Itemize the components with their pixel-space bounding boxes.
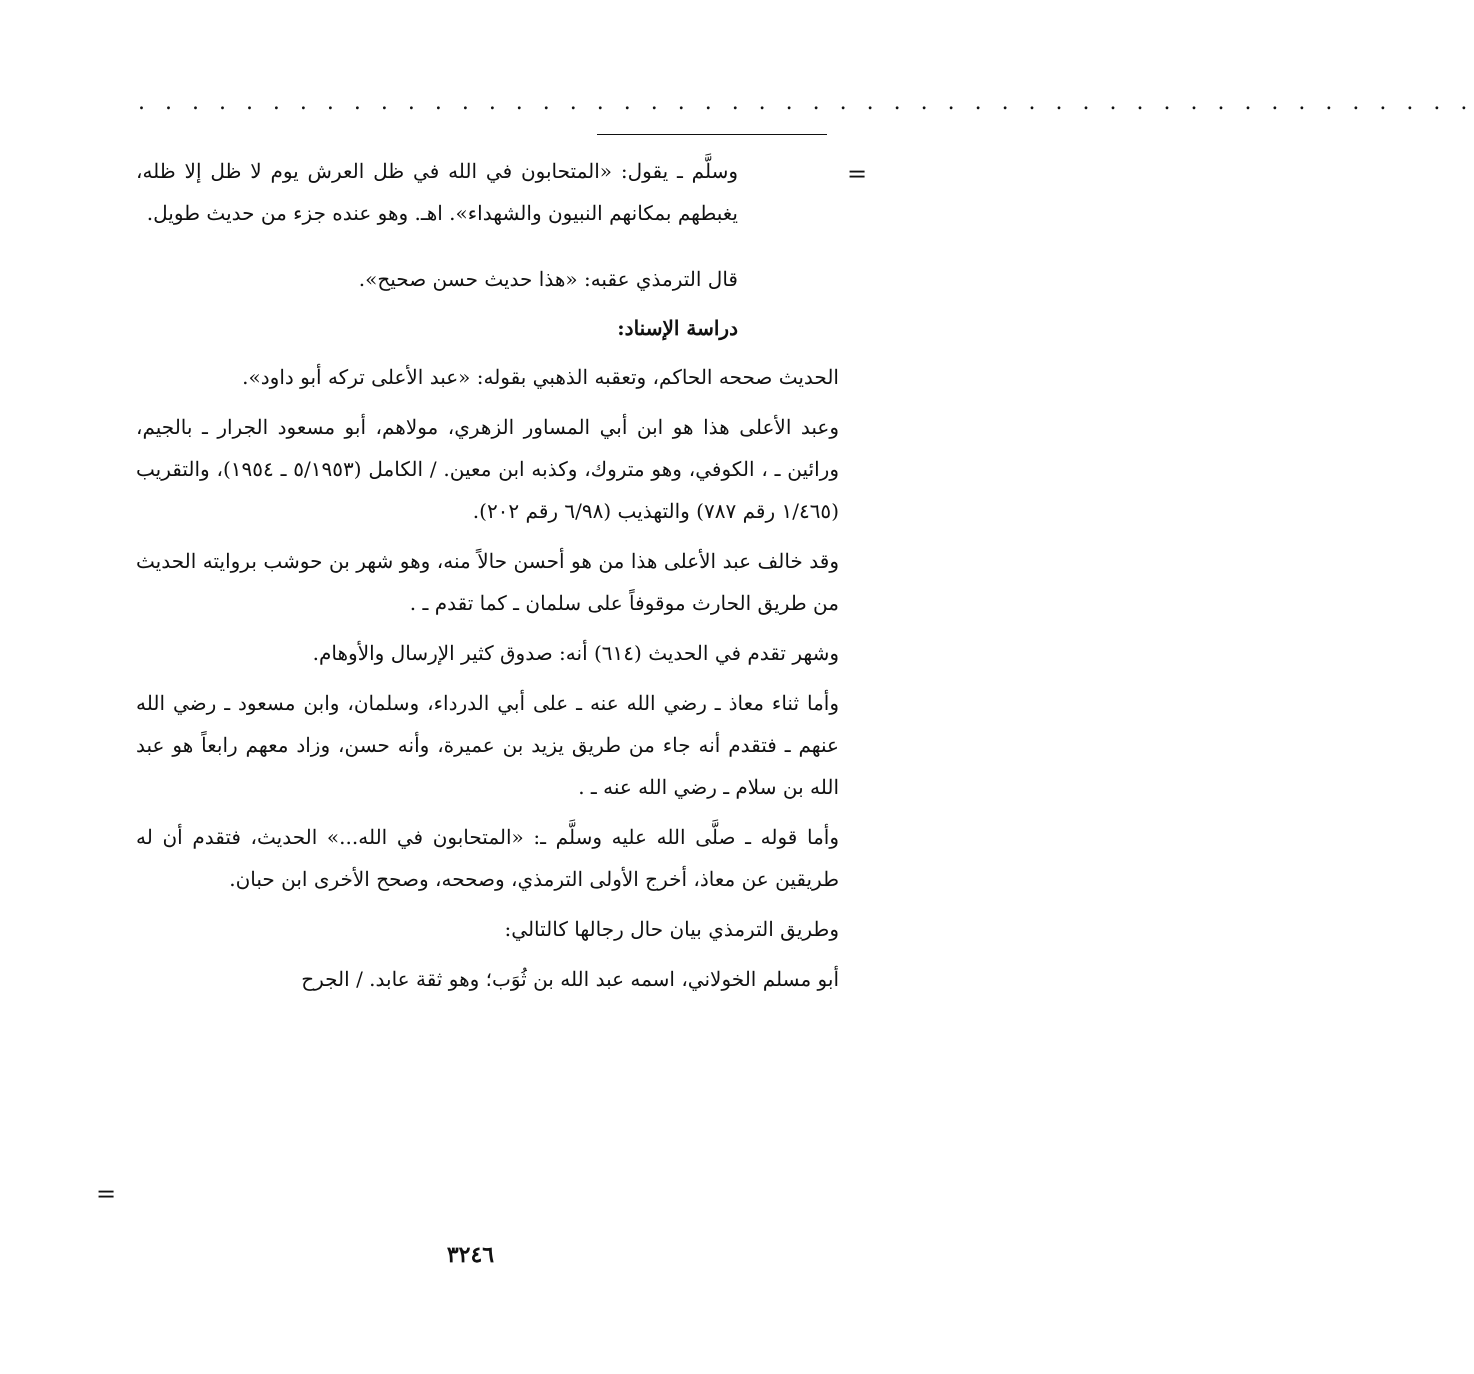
paragraph-abd-al-ala: وعبد الأعلى هذا هو ابن أبي المساور الزهري، مولاهم، أبو مسعود الجرار ـ بالجيم، ورائين ـ ، الكوفي، وهو متروك، وكذبه ابن معين. / الكامل (٥/١٩٥٣ ـ ١٩٥٤)، والتقريب (١/٤٦٥ رقم ٧٨٧) والتهذيب (٦/٩٨ رقم ٢٠٢). [136, 415, 840, 523]
page-body [136, 150, 839, 1008]
paragraph-hadith-text: وسلَّم ـ يقول: «المتحابون في الله في ظل العرش يوم لا ظل إلا ظله، يغبطهم بمكانهم النبيون والشهداء». اهـ. وهو عنده جزء من حديث طويل. [136, 159, 738, 225]
continuation-mark-bottom: = [96, 1180, 117, 1208]
footnote-separator-rule [597, 134, 827, 135]
paragraph-tirmidhi-route: وطريق الترمذي بيان حال رجالها كالتالي: [504, 917, 839, 941]
paragraph-shahr-contradiction: وقد خالف عبد الأعلى هذا من هو أحسن حالاً منه، وهو شهر بن حوشب بروايته الحديث من طريق الحارث موقوفاً على سلمان ـ كما تقدم ـ . [136, 549, 839, 615]
paragraph-shahr-grading: وشهر تقدم في الحديث (٦١٤) أنه: صدوق كثير الإرسال والأوهام. [312, 641, 839, 665]
continuation-mark-top: = [847, 160, 868, 188]
page-number: ٣٢٤٦ [446, 1242, 495, 1268]
header-dot-leader: . . . . . . . . . . . . . . . . . . . . . . . . . . . . . . . . . . . . . . . . . . . . . . . . . . [138, 90, 1474, 115]
paragraph-abu-muslim: أبو مسلم الخولاني، اسمه عبد الله بن ثُوَب؛ وهو ثقة عابد. / الجرح [301, 967, 839, 991]
paragraph-tirmidhi-verdict: قال الترمذي عقبه: «هذا حديث حسن صحيح». [358, 267, 738, 291]
paragraph-hakim-dhahabi: الحديث صححه الحاكم، وتعقبه الذهبي بقوله: «عبد الأعلى تركه أبو داود». [242, 365, 839, 389]
paragraph-mutahabbun: وأما قوله ـ صلَّى الله عليه وسلَّم ـ: «المتحابون في الله...» الحديث، فتقدم أن له طريقين عن معاذ، أخرج الأولى الترمذي، وصححه، وصحح الأخرى ابن حبان. [136, 825, 839, 891]
paragraph-muadh-praise: وأما ثناء معاذ ـ رضي الله عنه ـ على أبي الدرداء، وسلمان، وابن مسعود ـ رضي الله عنهم ـ فتقدم أنه جاء من طريق يزيد بن عميرة، وأنه حسن، وزاد معهم رابعاً هو عبد الله بن سلام ـ رضي الله عنه ـ . [136, 691, 839, 799]
section-heading-isnad-study: دراسة الإسناد: [617, 316, 738, 340]
